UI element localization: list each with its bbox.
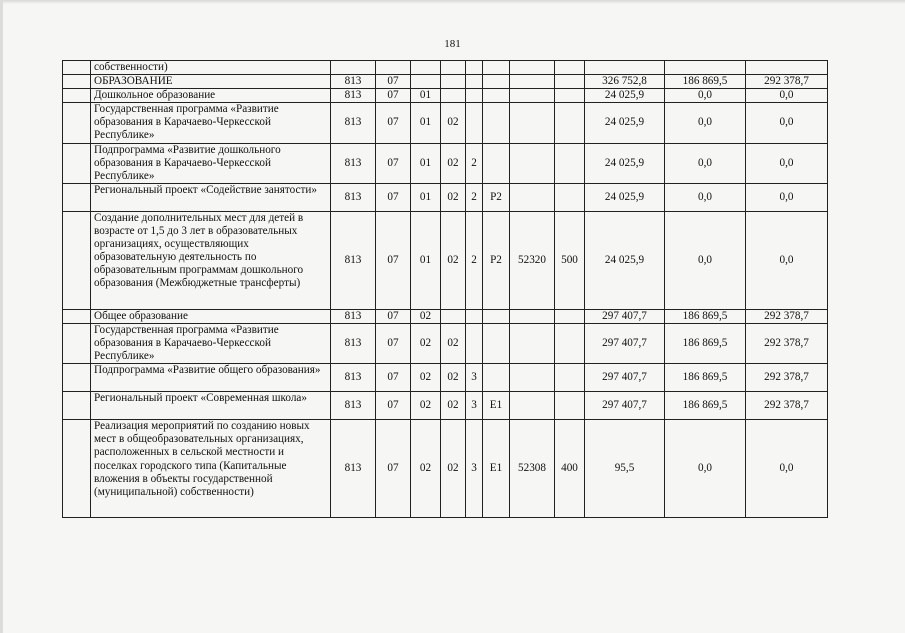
cell-direction	[510, 61, 555, 75]
cell-program	[441, 309, 466, 323]
cell-sum-year2: 0,0	[665, 420, 746, 518]
cell-blank	[63, 309, 91, 323]
cell-section: 07	[376, 183, 411, 211]
cell-sum-year2: 186 869,5	[665, 323, 746, 363]
cell-section: 07	[376, 364, 411, 392]
cell-program: 02	[441, 103, 466, 143]
cell-blank	[63, 143, 91, 183]
scan-shadow-left	[0, 0, 3, 633]
cell-sum-year2: 0,0	[665, 103, 746, 143]
cell-sum-year3: 292 378,7	[746, 75, 828, 89]
cell-subsection: 02	[411, 323, 441, 363]
cell-direction	[510, 323, 555, 363]
cell-sum-year1: 297 407,7	[585, 323, 665, 363]
cell-blank	[63, 103, 91, 143]
cell-section: 07	[376, 143, 411, 183]
table-row	[63, 89, 828, 103]
cell-admin-code: 813	[331, 183, 376, 211]
table-row	[63, 420, 828, 518]
cell-direction	[510, 89, 555, 103]
cell-sum-year1: 297 407,7	[585, 392, 665, 420]
cell-admin-code: 813	[331, 75, 376, 89]
cell-direction: 52320	[510, 211, 555, 309]
cell-sum-year2: 0,0	[665, 183, 746, 211]
cell-program: 02	[441, 211, 466, 309]
cell-sum-year1: 24 025,9	[585, 183, 665, 211]
cell-expense-type	[555, 61, 585, 75]
cell-admin-code: 813	[331, 211, 376, 309]
cell-project: E1	[483, 420, 510, 518]
cell-expense-type	[555, 75, 585, 89]
cell-name: собственности)	[91, 61, 331, 75]
cell-sum-year3: 292 378,7	[746, 309, 828, 323]
cell-project	[483, 103, 510, 143]
cell-subsection: 02	[411, 420, 441, 518]
cell-subprogram	[466, 103, 483, 143]
cell-sum-year3: 0,0	[746, 143, 828, 183]
cell-program: 02	[441, 364, 466, 392]
cell-sum-year2	[665, 61, 746, 75]
cell-project	[483, 61, 510, 75]
cell-sum-year1: 24 025,9	[585, 89, 665, 103]
cell-sum-year1	[585, 61, 665, 75]
cell-direction	[510, 75, 555, 89]
cell-name: Подпрограмма «Развитие общего образования»	[91, 364, 331, 392]
cell-sum-year3: 0,0	[746, 89, 828, 103]
cell-section: 07	[376, 309, 411, 323]
cell-sum-year1: 24 025,9	[585, 103, 665, 143]
cell-expense-type	[555, 183, 585, 211]
cell-subprogram: 3	[466, 364, 483, 392]
cell-expense-type	[555, 364, 585, 392]
cell-name: Реализация мероприятий по созданию новых мест в общеобразовательных организациях, расположенных в сельской местности и поселках городского типа (Капитальные вложения в объекты государственной (муниципальной) собственности)	[91, 420, 331, 518]
cell-program	[441, 61, 466, 75]
cell-project	[483, 75, 510, 89]
cell-program: 02	[441, 143, 466, 183]
cell-project	[483, 89, 510, 103]
cell-subprogram	[466, 61, 483, 75]
cell-subsection	[411, 61, 441, 75]
budget-table	[62, 60, 828, 518]
cell-section: 07	[376, 103, 411, 143]
cell-section: 07	[376, 89, 411, 103]
cell-sum-year1: 24 025,9	[585, 143, 665, 183]
scan-shadow-top	[0, 0, 905, 4]
page-number: 181	[444, 38, 461, 50]
cell-expense-type	[555, 143, 585, 183]
cell-sum-year1: 297 407,7	[585, 364, 665, 392]
cell-expense-type: 500	[555, 211, 585, 309]
cell-admin-code: 813	[331, 143, 376, 183]
cell-name: Региональный проект «Современная школа»	[91, 392, 331, 420]
cell-expense-type	[555, 309, 585, 323]
cell-name: Региональный проект «Содействие занятости»	[91, 183, 331, 211]
table-row	[63, 61, 828, 75]
cell-subsection: 02	[411, 392, 441, 420]
cell-blank	[63, 420, 91, 518]
cell-direction: 52308	[510, 420, 555, 518]
table-row	[63, 309, 828, 323]
cell-subprogram	[466, 89, 483, 103]
cell-sum-year1: 24 025,9	[585, 211, 665, 309]
cell-name: Общее образование	[91, 309, 331, 323]
cell-project: P2	[483, 211, 510, 309]
cell-admin-code	[331, 61, 376, 75]
cell-sum-year2: 186 869,5	[665, 364, 746, 392]
cell-expense-type	[555, 392, 585, 420]
cell-program: 02	[441, 183, 466, 211]
cell-subprogram: 3	[466, 420, 483, 518]
cell-project	[483, 143, 510, 183]
cell-program	[441, 89, 466, 103]
cell-name: Государственная программа «Развитие образования в Карачаево-Черкесской Республике»	[91, 323, 331, 363]
cell-direction	[510, 364, 555, 392]
table-row	[63, 323, 828, 363]
cell-sum-year2: 0,0	[665, 89, 746, 103]
cell-sum-year2: 186 869,5	[665, 392, 746, 420]
cell-subsection: 01	[411, 103, 441, 143]
cell-subsection	[411, 75, 441, 89]
cell-direction	[510, 309, 555, 323]
cell-subsection: 01	[411, 89, 441, 103]
cell-subsection: 02	[411, 309, 441, 323]
cell-program: 02	[441, 420, 466, 518]
cell-subprogram	[466, 323, 483, 363]
cell-project: E1	[483, 392, 510, 420]
cell-program: 02	[441, 392, 466, 420]
cell-section: 07	[376, 323, 411, 363]
cell-admin-code: 813	[331, 364, 376, 392]
cell-project	[483, 364, 510, 392]
cell-section: 07	[376, 75, 411, 89]
cell-sum-year1: 95,5	[585, 420, 665, 518]
cell-name: ОБРАЗОВАНИЕ	[91, 75, 331, 89]
cell-direction	[510, 143, 555, 183]
cell-expense-type: 400	[555, 420, 585, 518]
cell-direction	[510, 103, 555, 143]
cell-expense-type	[555, 323, 585, 363]
cell-name: Подпрограмма «Развитие дошкольного образования в Карачаево-Черкесской Республике»	[91, 143, 331, 183]
cell-sum-year3: 292 378,7	[746, 364, 828, 392]
cell-admin-code: 813	[331, 392, 376, 420]
cell-program: 02	[441, 323, 466, 363]
cell-blank	[63, 392, 91, 420]
cell-admin-code: 813	[331, 309, 376, 323]
cell-blank	[63, 89, 91, 103]
cell-subsection: 02	[411, 364, 441, 392]
cell-subprogram: 2	[466, 211, 483, 309]
cell-sum-year3: 0,0	[746, 183, 828, 211]
cell-sum-year3: 292 378,7	[746, 323, 828, 363]
cell-subsection: 01	[411, 211, 441, 309]
cell-admin-code: 813	[331, 420, 376, 518]
cell-blank	[63, 75, 91, 89]
cell-subprogram: 3	[466, 392, 483, 420]
cell-expense-type	[555, 103, 585, 143]
cell-sum-year1: 326 752,8	[585, 75, 665, 89]
cell-direction	[510, 183, 555, 211]
table-row	[63, 392, 828, 420]
cell-sum-year3: 0,0	[746, 211, 828, 309]
cell-section	[376, 61, 411, 75]
cell-subprogram: 2	[466, 183, 483, 211]
cell-blank	[63, 61, 91, 75]
cell-admin-code: 813	[331, 323, 376, 363]
table-row	[63, 211, 828, 309]
cell-sum-year2: 186 869,5	[665, 75, 746, 89]
cell-subprogram	[466, 75, 483, 89]
cell-subprogram: 2	[466, 143, 483, 183]
table-body	[63, 61, 828, 518]
cell-subsection: 01	[411, 143, 441, 183]
cell-admin-code: 813	[331, 89, 376, 103]
cell-blank	[63, 183, 91, 211]
cell-sum-year3: 0,0	[746, 103, 828, 143]
table-row	[63, 183, 828, 211]
cell-sum-year3: 292 378,7	[746, 392, 828, 420]
cell-blank	[63, 323, 91, 363]
cell-sum-year2: 0,0	[665, 143, 746, 183]
cell-section: 07	[376, 420, 411, 518]
cell-sum-year3	[746, 61, 828, 75]
cell-sum-year2: 0,0	[665, 211, 746, 309]
cell-program	[441, 75, 466, 89]
cell-subprogram	[466, 309, 483, 323]
cell-project	[483, 323, 510, 363]
cell-project	[483, 309, 510, 323]
cell-blank	[63, 364, 91, 392]
cell-name: Дошкольное образование	[91, 89, 331, 103]
table-row	[63, 75, 828, 89]
cell-sum-year1: 297 407,7	[585, 309, 665, 323]
cell-section: 07	[376, 392, 411, 420]
cell-expense-type	[555, 89, 585, 103]
cell-section: 07	[376, 211, 411, 309]
cell-sum-year3: 0,0	[746, 420, 828, 518]
cell-blank	[63, 211, 91, 309]
cell-admin-code: 813	[331, 103, 376, 143]
cell-subsection: 01	[411, 183, 441, 211]
cell-project: P2	[483, 183, 510, 211]
table-row	[63, 103, 828, 143]
cell-sum-year2: 186 869,5	[665, 309, 746, 323]
cell-name: Государственная программа «Развитие образования в Карачаево-Черкесской Республике»	[91, 103, 331, 143]
cell-direction	[510, 392, 555, 420]
table-row	[63, 364, 828, 392]
table-row	[63, 143, 828, 183]
cell-name: Создание дополнительных мест для детей в возрасте от 1,5 до 3 лет в образовательных организациях, осуществляющих образовательную деятельность по образовательным программам дошкольного образования (Межбюджетные трансферты)	[91, 211, 331, 309]
